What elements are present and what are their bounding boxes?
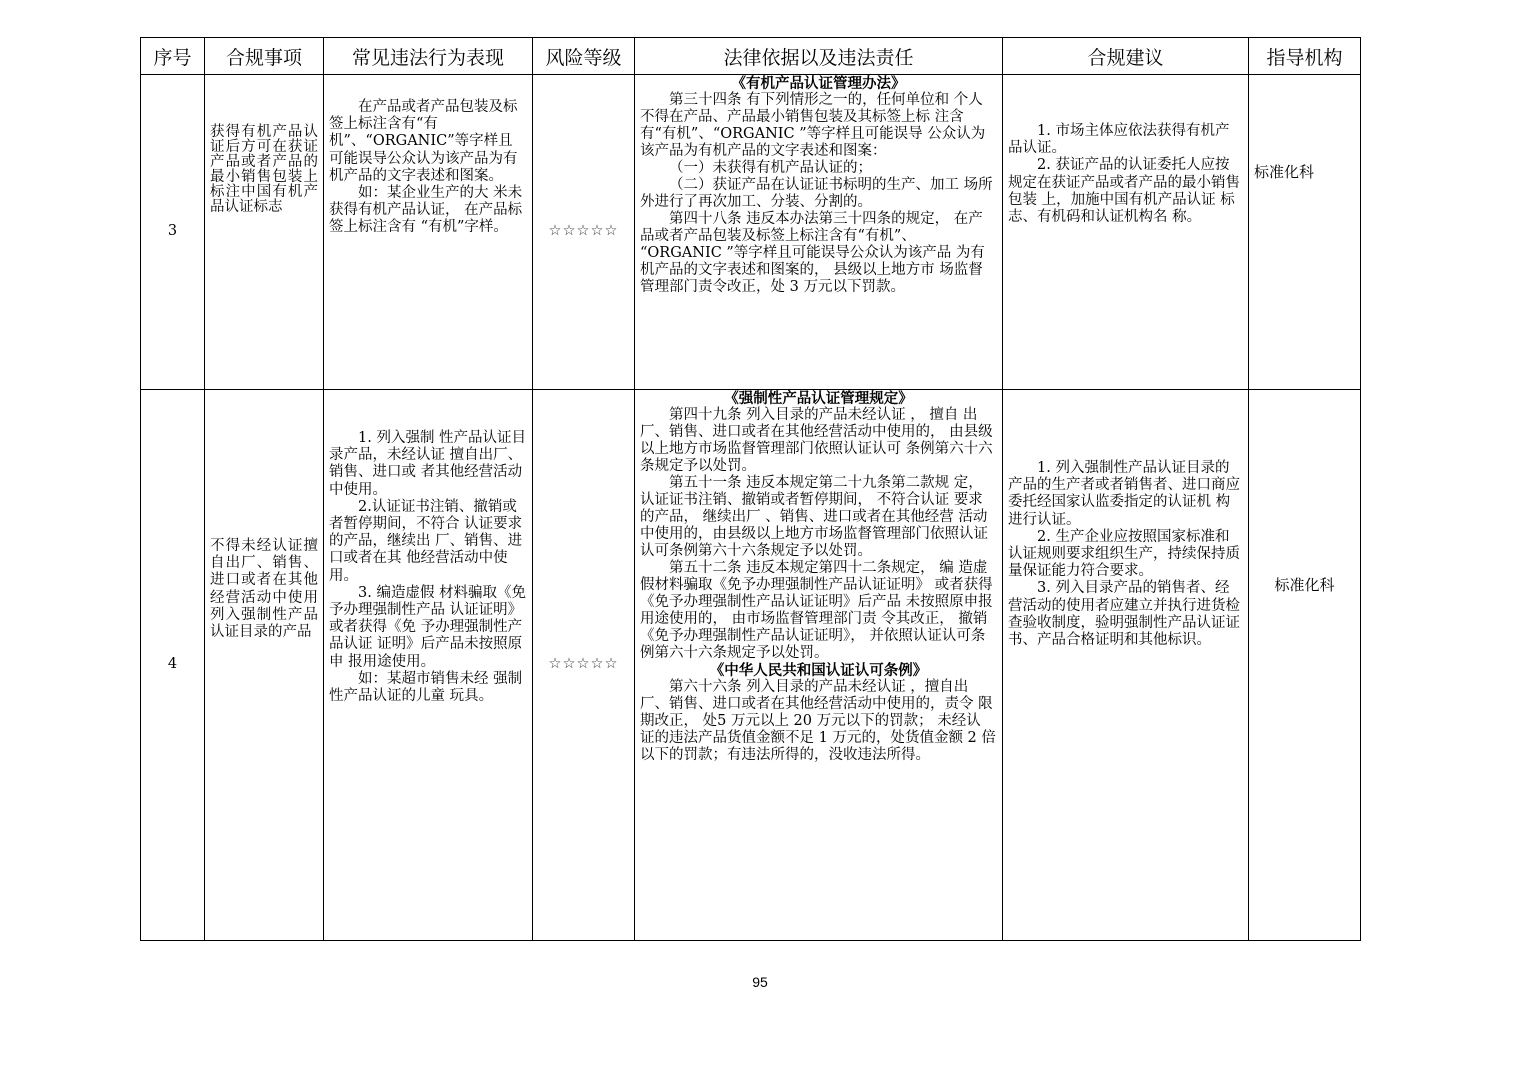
header-advice: 合规建议 xyxy=(1003,38,1249,75)
behavior-para: 如：某企业生产的大 米未获得有机产品认证， 在产品标签上标注含有 “有机”字样。 xyxy=(329,185,523,236)
advice-para: 1. 列入强制性产品认证目录的产品的生产者或者销售者、进口商应委托经国家认监委指定的认证机 构进行认证。 xyxy=(1008,460,1240,528)
behavior-para: 2.认证证书注销、撤销或者暂停期间，不符合 认证要求的产品，继续出 厂、销售、进口或者在其 他经营活动中使用。 xyxy=(329,498,523,584)
row-number: 4 xyxy=(141,390,205,941)
advice-para: 2. 生产企业应按照国家标准和认证规则要求组织生产，持续保持质量保证能力符合要求。 xyxy=(1008,528,1240,580)
row-number: 3 xyxy=(141,75,205,390)
law-title: 《中华人民共和国认证认可条例》 xyxy=(709,662,928,679)
law-para: 第三十四条 有下列情形之一的，任何单位和 个人不得在产品、产品最小销售包装及其标签上标 注含有“有机”、“ORGANIC ”等字样且可能误导 公众认为该产品为有机产品的文字表述和图案： xyxy=(640,92,986,159)
risk-stars: ☆☆☆☆☆ xyxy=(533,390,635,941)
behavior-cell xyxy=(324,390,533,941)
advice-cell xyxy=(1003,75,1249,390)
advice-cell xyxy=(1003,390,1249,941)
matter-cell xyxy=(205,390,324,941)
header-law: 法律依据以及违法责任 xyxy=(635,38,1003,75)
behavior-para: 1. 列入强制 性产品认证目录产品，未经认证 擅自出厂、销售、进口或 者其他经营活动中使用。 xyxy=(329,430,527,498)
org-text: 标准化科 xyxy=(1274,576,1335,594)
law-para: 第六十六条 列入目录的产品未经认证 ，擅自出 厂、销售、进口或者在其他经营活动中使用的，责令 限期改正， 处5 万元以上 20 万元以下的罚款； 未经认 证的违法产品货值金额不足 1 万元的，处货值金额 2 倍以下的罚款；有违法所得的，没收违法所得。 xyxy=(640,679,996,763)
behavior-para: 3. 编造虚假 材料骗取《免予办理强制性产品 认证证明》或者获得《免 予办理强制性产品认证 证明》后产品未按照原申 报用途使用。 xyxy=(329,584,527,670)
law-para: （二）获证产品在认证证书标明的生产、加工 场所外进行了再次加工、分装、分割的。 xyxy=(640,177,993,210)
law-title: 《强制性产品认证管理规定》 xyxy=(724,390,913,407)
behavior-para: 如：某超市销售未经 强制性产品认证的儿童 玩具。 xyxy=(329,670,523,705)
law-cell xyxy=(635,390,1003,941)
header-row xyxy=(141,38,1361,75)
header-risk: 风险等级 xyxy=(533,38,635,75)
matter-text: 不得未经认证擅自出厂、销售、进口或者在其他经营活动中使用列入强制性产品认证目录的产品 xyxy=(210,538,318,641)
page-number: 95 xyxy=(752,974,768,990)
header-matter: 合规事项 xyxy=(205,38,324,75)
law-para: 第五十二条 违反本规定第四十二条规定， 编 造虚假材料骗取《免予办理强制性产品认证证明》 或者获得《免予办理强制性产品认证证明》后产品 未按照原申报用途使用的， 由市场监督管理部门责 令其改正， 撤销《免予办理强制性产品认证证明》， 并依照认证认可条例第六十六条规定予以处罚。 xyxy=(640,560,993,661)
behavior-para: 在产品或者产品包装及标签上标注含有“有机”、“ORGANIC”等字样且可能误导公众认为该产品为有机产品的文字表述和图案。 xyxy=(329,99,518,184)
law-cell xyxy=(635,75,1003,390)
header-behavior: 常见违法行为表现 xyxy=(324,38,533,75)
table-row xyxy=(141,390,1361,941)
org-cell xyxy=(1249,390,1361,941)
behavior-cell xyxy=(324,75,533,390)
table-row xyxy=(141,75,1361,390)
org-cell xyxy=(1249,75,1361,390)
law-para: 第四十八条 违反本办法第三十四条的规定， 在产品或者产品包装及标签上标注含有“有机”、 “ORGANIC ”等字样且可能误导公众认为该产品 为有机产品的文字表述和图案的， 县级以上地方市 场监督管理部门责令改正，处 3 万元以下罚款。 xyxy=(640,211,985,295)
advice-para: 3. 列入目录产品的销售者、经营活动的使用者应建立并执行进货检查验收制度，验明强制性产品认证证书、产品合格证明和其他标识。 xyxy=(1008,580,1240,649)
compliance-table xyxy=(140,37,1361,941)
matter-text: 获得有机产品认证后方可在获证产品或者产品的最小销售包装上标注中国有机产品认证标志 xyxy=(210,124,318,215)
header-org: 指导机构 xyxy=(1249,38,1361,75)
law-para: 第五十一条 违反本规定第二十九条第二款规 定， 认证证书注销、撤销或者暂停期间， 不符合认证 要求的产品， 继续出厂 、销售、进口或者在其他经营 活动中使用的，由县级以上地方市场监督管理部门依照认证认可条例第六十六条规定予以处罚。 xyxy=(640,475,988,559)
risk-stars: ☆☆☆☆☆ xyxy=(533,75,635,390)
header-no: 序号 xyxy=(141,38,205,75)
matter-cell xyxy=(205,75,324,390)
advice-para: 2. 获证产品的认证委托人应按规定在获证产品或者产品的最小销售包装 上，加施中国有机产品认证 标志、有机码和认证机构名 称。 xyxy=(1008,157,1240,226)
law-title: 《有机产品认证管理办法》 xyxy=(731,75,906,92)
law-para: 第四十九条 列入目录的产品未经认证 ， 擅自 出厂、销售、进口或者在其他经营活动中使用的， 由县级以上地方市场监督管理部门依照认证认可 条例第六十六条规定予以处罚。 xyxy=(640,407,993,474)
advice-para: 1. 市场主体应依法获得有机产品认证。 xyxy=(1008,123,1230,157)
org-text: 标准化科 xyxy=(1254,163,1315,181)
law-para: （一）未获得有机产品认证的； xyxy=(669,160,872,176)
